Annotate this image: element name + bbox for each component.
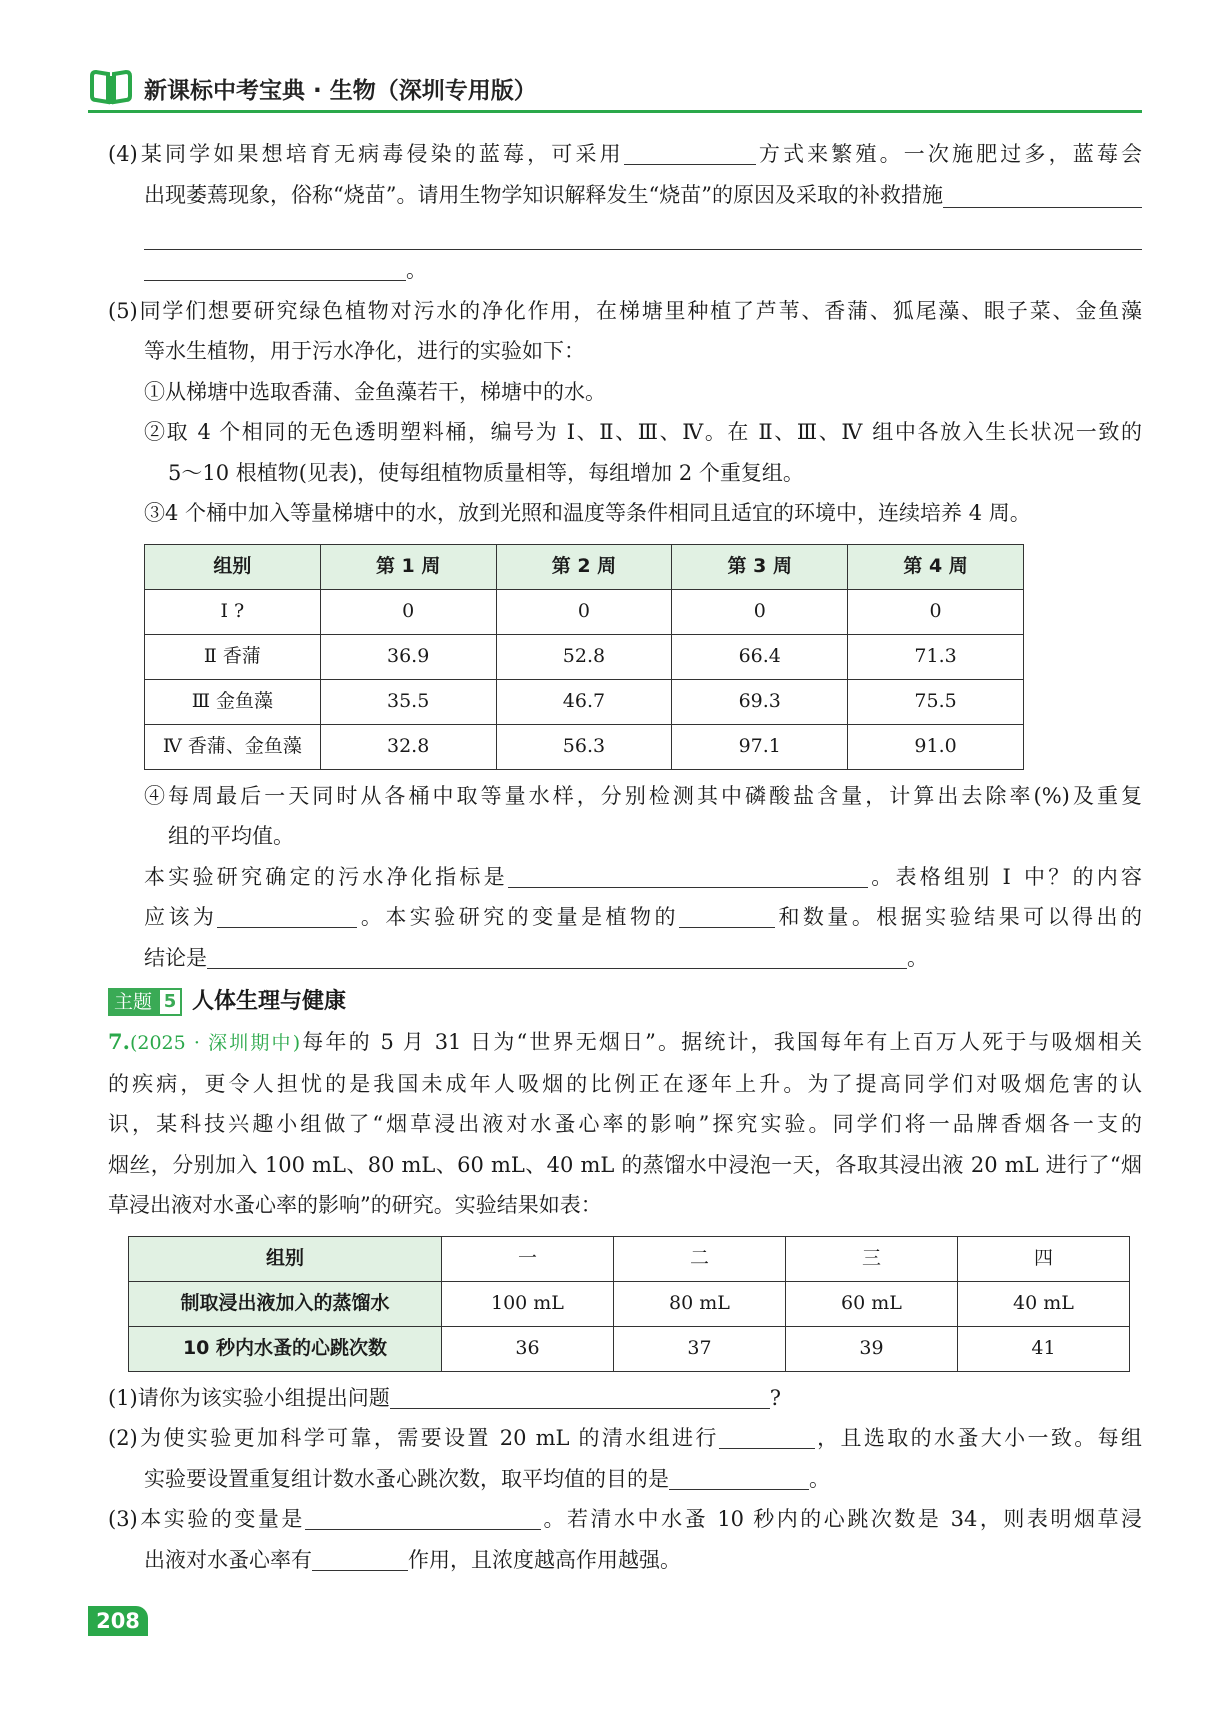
q7-sub2-line2: 实验要设置重复组计数水蚤心跳次数，取平均值的目的是 。	[108, 1459, 1142, 1500]
table-cell: 56.3	[496, 724, 672, 769]
table-cell: 100 mL	[441, 1281, 613, 1326]
q4-line1: (4)某同学如果想培育无病毒侵染的蓝莓，可采用 方式来繁殖。一次施肥过多，蓝莓会	[108, 134, 1142, 175]
q4-blank-reason[interactable]	[943, 181, 1142, 208]
table-cell: 40 mL	[957, 1281, 1129, 1326]
page-header	[88, 66, 1142, 110]
q5-step3: ③4 个桶中加入等量梯塘中的水，放到光照和温度等条件相同且适宜的环境中，连续培养 4 周。	[144, 501, 1031, 525]
q7-sub3-line2: 出液对水蚤心率有 作用，且浓度越高作用越强。	[108, 1540, 1142, 1581]
table-cell: 52.8	[496, 634, 672, 679]
q7-blank-effect[interactable]	[312, 1544, 408, 1571]
q5-step4a: ④每周最后一天同时从各桶中取等量水样，分别检测其中磷酸盐含量，计算出去除率(%)及重复	[144, 783, 1142, 808]
table-cell: Ⅰ ?	[145, 589, 321, 634]
table-cell: 36	[441, 1326, 613, 1371]
q7-line1: 7.(2025 · 深圳期中)每年的 5 月 31 日为“世界无烟日”。据统计，我国每年有上百万人死于与吸烟相关	[108, 1029, 1142, 1054]
table-cell: 71.3	[848, 634, 1024, 679]
table-header-cell: 二	[613, 1236, 785, 1281]
table-header-cell: 一	[441, 1236, 613, 1281]
q7-sub2-line1: (2)为使实验更加科学可靠，需要设置 20 mL 的清水组进行 ，且选取的水蚤大小一致。每组	[108, 1418, 1142, 1459]
table-cell: 35.5	[320, 679, 496, 724]
q7-sub3-line1: (3)本实验的变量是 。若清水中水蚤 10 秒内的心跳次数是 34，则表明烟草浸	[108, 1499, 1142, 1540]
table-cell: 66.4	[672, 634, 848, 679]
table-cell: 60 mL	[785, 1281, 957, 1326]
q5-step4b: 组的平均值。	[168, 824, 294, 848]
table-cell: Ⅲ 金鱼藻	[145, 679, 321, 724]
q7-blank-purpose[interactable]	[669, 1463, 809, 1490]
table-header-cell: 组别	[129, 1236, 442, 1281]
q7-line3: 识，某科技兴趣小组做了“烟草浸出液对水蚤心率的影响”探究实验。同学们将一品牌香烟各一支的	[108, 1112, 1142, 1136]
table-cell: 0	[672, 589, 848, 634]
header-title: 新课标中考宝典 · 生物（深圳专用版）	[144, 77, 537, 104]
table-header-cell: 第 2 周	[496, 544, 672, 589]
page-content	[108, 134, 1142, 1580]
table-header-cell: 第 3 周	[672, 544, 848, 589]
table-header-cell: 组别	[145, 544, 321, 589]
q7-blank-variable[interactable]	[305, 1503, 541, 1530]
table-row	[145, 634, 1024, 679]
table-header-cell: 三	[785, 1236, 957, 1281]
q7-blank-control[interactable]	[719, 1422, 815, 1449]
q4-blank-line[interactable]	[144, 215, 1142, 250]
table-cell: 75.5	[848, 679, 1024, 724]
table-header-cell: 第 4 周	[848, 544, 1024, 589]
table-header-cell: 四	[957, 1236, 1129, 1281]
q7-blank-question[interactable]	[390, 1382, 770, 1409]
table-cell: 69.3	[672, 679, 848, 724]
table-cell: 37	[613, 1326, 785, 1371]
q7-number: 7.	[108, 1029, 130, 1054]
header-divider	[88, 110, 1142, 113]
table-cell: Ⅱ 香蒲	[145, 634, 321, 679]
q5-blank-variable[interactable]	[679, 901, 775, 928]
q5-answer-line2: 应该为 。本实验研究的变量是植物的 和数量。根据实验结果可以得出的	[108, 897, 1142, 938]
q4-line2: 出现萎蔫现象，俗称“烧苗”。请用生物学知识解释发生“烧苗”的原因及采取的补救措施	[108, 175, 1142, 216]
table-cell: 41	[957, 1326, 1129, 1371]
table-row-header: 制取浸出液加入的蒸馏水	[129, 1281, 442, 1326]
q5-blank-conclusion[interactable]	[207, 942, 907, 969]
q5-blank-content[interactable]	[217, 901, 357, 928]
page-number: 208	[88, 1606, 148, 1636]
q5-line2: 等水生植物，用于污水净化，进行的实验如下：	[144, 339, 585, 363]
q5-step2a: ②取 4 个相同的无色透明塑料桶，编号为 Ⅰ、Ⅱ、Ⅲ、Ⅳ。在 Ⅱ、Ⅲ、Ⅳ 组中各放入生长状况一致的	[144, 420, 1142, 444]
table-cell: 0	[496, 589, 672, 634]
table-cell: 91.0	[848, 724, 1024, 769]
table-row	[129, 1281, 1130, 1326]
q5-step1: ①从梯塘中选取香蒲、金鱼藻若干，梯塘中的水。	[144, 379, 606, 404]
topic-title: 人体生理与健康	[192, 988, 347, 1014]
topic-bar	[108, 982, 1142, 1022]
table-header-row	[129, 1236, 1130, 1281]
q5-step2b: 5～10 根植物(见表)，使每组植物质量相等，每组增加 2 个重复组。	[168, 460, 804, 485]
daphnia-table	[128, 1236, 1130, 1372]
q7-line4: 烟丝，分别加入 100 mL、80 mL、60 mL、40 mL 的蒸馏水中浸泡一天，各取其浸出液 20 mL 进行了“烟	[108, 1152, 1142, 1177]
table-row	[145, 724, 1024, 769]
topic-number: 5	[158, 988, 182, 1016]
table-cell: Ⅳ 香蒲、金鱼藻	[145, 724, 321, 769]
table-cell: 46.7	[496, 679, 672, 724]
table-cell: 0	[320, 589, 496, 634]
topic-badge: 主题	[108, 988, 158, 1016]
q7-line2: 的疾病，更令人担忧的是我国未成年人吸烟的比例正在逐年上升。为了提高同学们对吸烟危害的认	[108, 1071, 1142, 1096]
table-cell: 80 mL	[613, 1281, 785, 1326]
q4-blank-remedy[interactable]	[144, 254, 406, 281]
table-row-header: 10 秒内水蚤的心跳次数	[129, 1326, 442, 1371]
book-icon	[88, 68, 134, 108]
table-row	[129, 1326, 1130, 1371]
table-header-cell: 第 1 周	[320, 544, 496, 589]
q4-blank-method[interactable]	[624, 138, 756, 165]
purification-table	[144, 544, 1024, 770]
q4-line4: 。	[108, 250, 1142, 291]
q7-source: (2025 · 深圳期中)	[129, 1032, 301, 1054]
q7-line5: 草浸出液对水蚤心率的影响”的研究。实验结果如表：	[108, 1193, 602, 1217]
table-cell: 32.8	[320, 724, 496, 769]
q5-blank-indicator[interactable]	[508, 861, 868, 888]
table-cell: 97.1	[672, 724, 848, 769]
q5-line1: (5)同学们想要研究绿色植物对污水的净化作用，在梯塘里种植了芦苇、香蒲、狐尾藻、眼子菜、金鱼藻	[108, 298, 1142, 323]
q5-answer-line1: 本实验研究确定的污水净化指标是 。表格组别 Ⅰ 中？的内容	[108, 857, 1142, 898]
table-row	[145, 679, 1024, 724]
table-cell: 36.9	[320, 634, 496, 679]
table-cell: 0	[848, 589, 1024, 634]
q5-answer-line3: 结论是 。	[108, 938, 1142, 979]
table-header-row	[145, 544, 1024, 589]
table-cell: 39	[785, 1326, 957, 1371]
q7-sub1: (1)请你为该实验小组提出问题 ?	[108, 1378, 1142, 1419]
table-row	[145, 589, 1024, 634]
